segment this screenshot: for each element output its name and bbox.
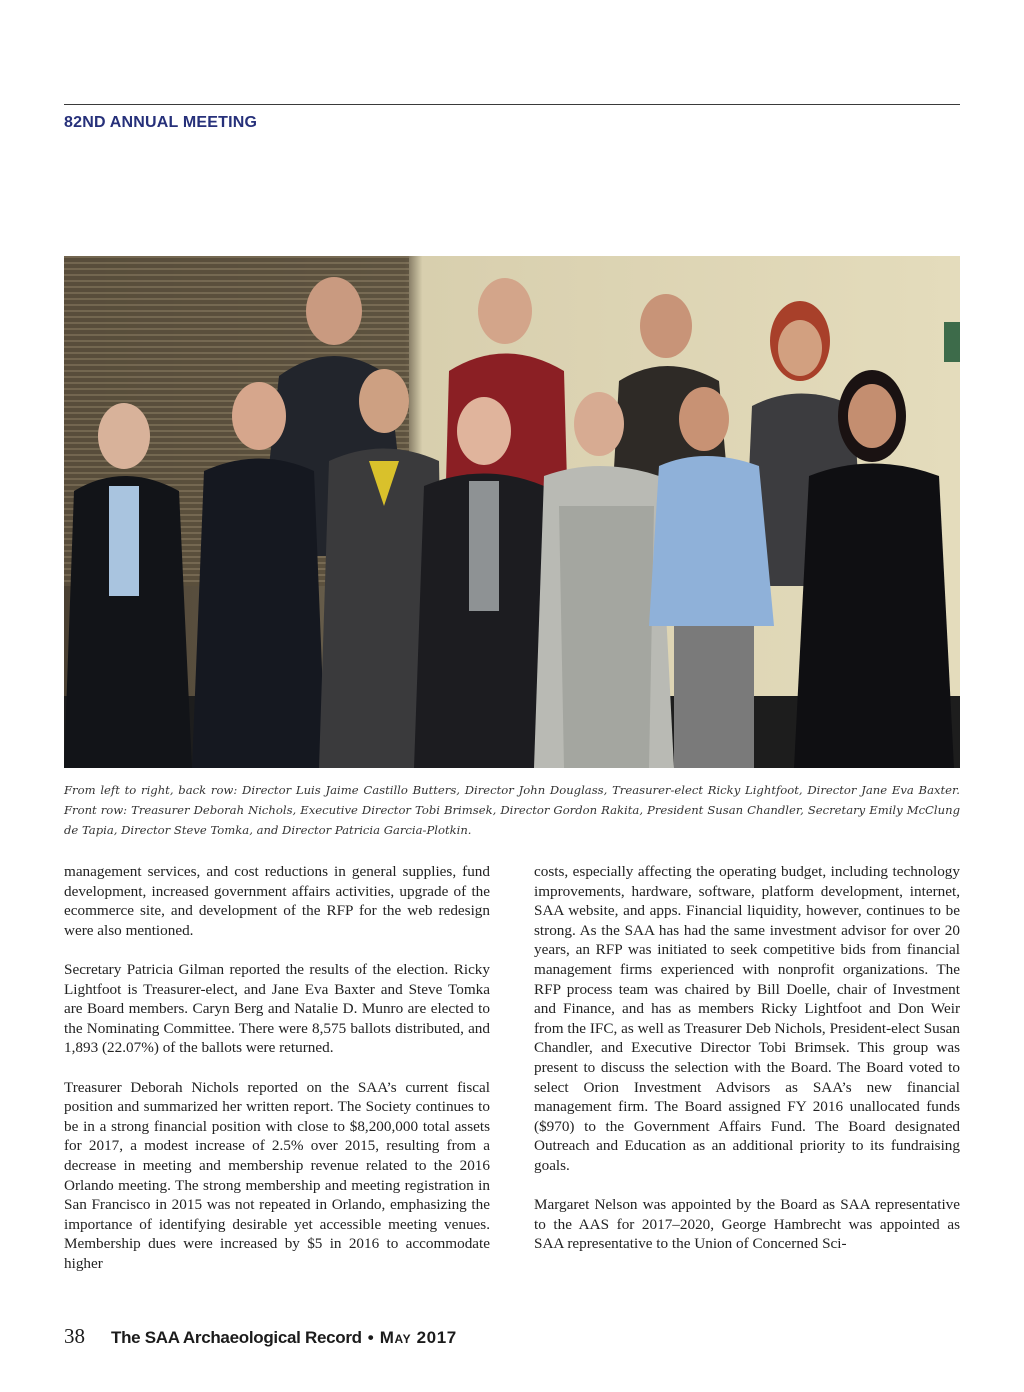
paragraph: Treasurer Deborah Nichols reported on the SAA’s current fiscal position and summarized her written report. The Society continues to be in a strong financial position with close to $8,200,000 total assets for 2017, a modest increase of 2.5% over 2015, resulting from a decrease in meeting and membership revenue related to the 2016 Orlando meeting. The strong membership and meeting registration in San Francisco in 2015 was not repeated in Orlando, emphasizing the importance of identifying desirable yet accessible meeting venues. Membership dues were increased by $5 in 2016 to accommodate higher (64, 1078, 490, 1272)
footer-separator: • (367, 1328, 374, 1347)
group-photo (64, 256, 960, 768)
paragraph: management services, and cost reductions in general supplies, fund development, increased government affairs activities, upgrade of the ecommerce site, and development of the RFP for the web redesign were also mentioned. (64, 863, 490, 939)
paragraph: Margaret Nelson was appointed by the Board as SAA representative to the AAS for 2017–2020, George Hambrecht was appointed as SAA representative to the Union of Concerned Sci- (534, 1196, 960, 1253)
header-rule (64, 104, 960, 105)
publication-title: The SAA Archaeological Record (111, 1328, 362, 1347)
right-column (534, 862, 960, 1273)
photo-caption: From left to right, back row: Director Luis Jaime Castillo Butters, Director John Douglass, Treasurer-elect Ricky Lightfoot, Director Jane Eva Baxter. Front row: Treasurer Deborah Nichols, Executive Director Tobi Brimsek, Director Gordon Rakita, President Susan Chandler, Secretary Emily McClung de Tapia, Director Steve Tomka, and Director Patricia Garcia-Plotkin. (64, 783, 960, 837)
section-title: 82ND ANNUAL MEETING (64, 114, 258, 131)
paragraph: Secretary Patricia Gilman reported the results of the election. Ricky Lightfoot is Treasurer-elect, and Jane Eva Baxter and Steve Tomka are Board members. Caryn Berg and Natalie D. Munro are elected to the Nominating Committee. There were 8,575 ballots distributed, and 1,893 (22.07%) of the ballots were returned. (64, 960, 490, 1057)
paragraph: costs, especially affecting the operating budget, including technology improvements, hardware, software, platform development, internet, SAA website, and apps. Financial liquidity, however, continues to be strong. As the SAA has had the same investment advisor for over 20 years, an RFP was initiated to seek competitive bids from financial management firms experienced with nonprofit organizations. The RFP process team was chaired by Bill Doelle, chair of Investment and Finance, and has as members Ricky Lightfoot and Don Weir from the IFC, as well as Treasurer Deb Nichols, President-elect Susan Chandler, and Executive Director Tobi Brimsek. This group was present to discuss the selection with the Board. The Board voted to select Orion Investment Advisors as SAA’s new financial management firm. The Board assigned FY 2016 unallocated funds ($970) to the Government Affairs Fund. The Board designated Outreach and Education as an additional priority to its fundraising goals. (534, 863, 960, 1174)
left-column (64, 862, 490, 1293)
issue-date: May 2017 (379, 1328, 457, 1347)
page-number: 38 (64, 1324, 85, 1348)
page-footer (64, 1324, 457, 1349)
